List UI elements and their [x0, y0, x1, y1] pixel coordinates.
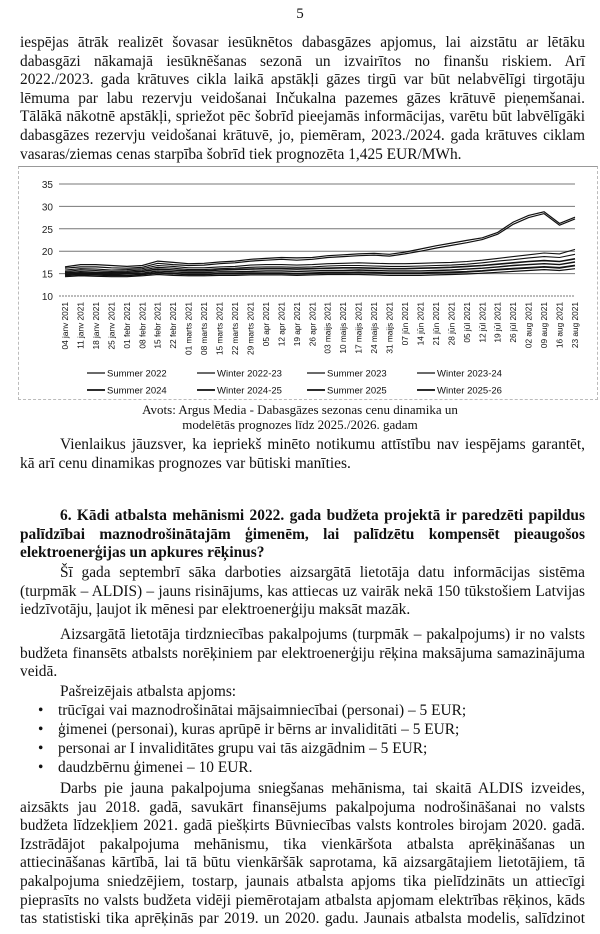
x-tick-label: 12 jūl 2021	[477, 302, 488, 343]
list-item	[58, 702, 578, 721]
text-line: veidā.	[20, 663, 58, 681]
text-line: Pašreizējais atbalsta apjoms:	[60, 683, 237, 700]
x-tick-label: 24 maijs 2021	[369, 302, 380, 354]
text-line: dabasgāzi nākamajā iesūknēšanas sezonā un izvairītos no finanšu riskiem. Arī	[20, 52, 585, 70]
y-tick-label: 10	[41, 292, 53, 303]
page-number: 5	[296, 6, 304, 22]
x-tick-label: 10 maijs 2021	[338, 302, 349, 354]
text-line: Aizsargātā lietotāja tirdzniecības pakalpojums (turpmāk – pakalpojums) ir no valsts	[60, 626, 585, 643]
series-line-winter-2022-23	[65, 214, 575, 269]
list-item-text: trūcīgai vai maznodrošinātai mājsaimniecībai (personai) – 5 EUR;	[58, 702, 467, 719]
x-tick-label: 14 jūn 2021	[415, 302, 426, 346]
text-line: pakalpojuma sniedzējiem, tostarp, jaunais atbalsta apjoms tika pielīdzināts un attiecīgi	[20, 872, 585, 890]
x-tick-label: 26 apr 2021	[307, 302, 318, 347]
x-tick-label: 18 janv 2021	[90, 302, 101, 350]
legend-label: Summer 2025	[327, 385, 387, 397]
text-line: budžeta līdzekļiem 2021. gadā piešķirts Būvniecības valsts kontroles birojam 2020. gadā.	[20, 817, 585, 835]
x-tick-label: 03 maijs 2021	[322, 302, 333, 354]
text-line: iespējas ātrāk realizēt šovasar iesūknētos dabasgāzes apjomus, lai aizstātu ar lētāku	[20, 34, 585, 51]
x-tick-label: 31 maijs 2021	[384, 302, 395, 354]
x-tick-label: 11 janv 2021	[75, 302, 86, 349]
bullet-icon: •	[38, 721, 44, 738]
heading-line: 6. Kādi atbalsta mehānismi 2022. gada budžeta projektā ir paredzēti papildus	[60, 507, 585, 524]
x-tick-label: 04 janv 2021	[60, 302, 70, 350]
legend-label: Summer 2023	[327, 368, 387, 380]
x-tick-label: 05 apr 2021	[260, 302, 271, 347]
text-line: kā arī cenu dinamikas prognozes var būtiski manīties.	[20, 454, 351, 472]
legend-label: Winter 2025-26	[437, 385, 502, 397]
x-tick-label: 23 aug 2021	[570, 302, 580, 349]
paragraph-service	[20, 626, 585, 682]
text-line: Izstrādājot pakalpojuma mehānismu, tika vienkāršota atbalsta aprēķināšanas un	[20, 835, 585, 853]
y-tick-label: 35	[41, 180, 53, 191]
x-tick-label: 12 apr 2021	[276, 302, 287, 347]
y-tick-label: 15	[41, 269, 53, 281]
heading-line: elektroenerģijas un apkures rēķinus?	[20, 544, 265, 562]
chart-caption-source: Avots: Argus Media - Dabasgāzes sezonas cenu dinamika un	[142, 402, 458, 417]
x-tick-label: 01 marts 2021	[183, 302, 194, 356]
heading-line: palīdzībai maznodrošinātajām ģimenēm, lai palīdzētu kompensēt pieaugošos	[20, 525, 585, 543]
x-tick-label: 17 maijs 2021	[353, 302, 364, 354]
legend-label: Winter 2024-25	[217, 385, 282, 397]
bullet-icon: •	[38, 759, 44, 776]
x-tick-label: 25 janv 2021	[106, 302, 117, 350]
x-tick-label: 26 jūl 2021	[508, 302, 519, 343]
text-line: Vienlaikus jāuzsver, ka iepriekš minēto notikumu attīstību nav iespējams garantēt,	[60, 436, 585, 453]
gas-price-chart	[19, 167, 597, 399]
x-tick-label: 22 marts 2021	[230, 302, 240, 356]
text-line: aizsākts jau 2018. gadā, savukārt finansējums pakalpojuma nodrošināšanai no valsts	[20, 798, 585, 816]
list-item-text: personai ar I invaliditātes grupu vai tās aizgādnim – 5 EUR;	[58, 740, 428, 757]
gas-price-chart-frame	[18, 166, 598, 400]
text-line: dabasgāzes rezervju veidošanai krātuvē, jo, piemēram, 2023./2024. gada krātuves ciklam	[20, 126, 585, 144]
text-line: tas statistiski tika aprēķinās par 2019. un 2020. gadu. Jaunais atbalsta modelis, salīdzinot	[20, 910, 585, 928]
x-tick-label: 28 jūn 2021	[446, 302, 457, 346]
paragraph-storage-cycle	[20, 34, 585, 164]
text-line: 2022./2023. gada krātuves cikla laikā apstākļi gāzes tirgū var būt nelabvēlīgi tirgotāju	[20, 71, 585, 89]
x-tick-label: 19 apr 2021	[291, 302, 302, 347]
paragraph-uncertainty	[20, 436, 585, 473]
x-tick-label: 09 aug 2021	[539, 302, 550, 349]
x-tick-label: 19 jūl 2021	[492, 302, 503, 343]
legend-label: Summer 2022	[107, 368, 167, 380]
x-tick-label: 29 marts 2021	[245, 302, 256, 356]
paragraph-aldis	[20, 564, 585, 620]
x-tick-label: 08 febr 2021	[137, 302, 148, 349]
paragraph-mechanism	[20, 780, 585, 929]
x-tick-label: 15 febr 2021	[152, 302, 163, 349]
text-line: vasaras/ziemas cenas starpība šobrīd tiek prognozēta 1,425 EUR/MWh.	[20, 145, 462, 163]
x-tick-label: 21 jūn 2021	[430, 302, 441, 346]
x-tick-label: 05 jūl 2021	[461, 302, 472, 343]
legend-label: Winter 2023-24	[437, 368, 502, 380]
list-item	[58, 759, 578, 778]
y-tick-label: 20	[41, 247, 53, 259]
x-tick-label: 16 aug 2021	[554, 302, 565, 349]
list-item	[58, 740, 578, 759]
y-tick-label: 30	[41, 202, 53, 214]
text-line: (turpmāk – ALDIS) – jauns risinājums, kas attiecas uz vairāk nekā 150 tūkstošiem Latvijas	[20, 582, 585, 600]
bullet-icon: •	[38, 702, 44, 719]
legend-label: Winter 2022-23	[217, 368, 282, 380]
x-tick-label: 08 marts 2021	[199, 302, 210, 356]
list-item-text: ģimenei (personai), kuras aprūpē ir bērns ar invaliditāti – 5 EUR;	[58, 721, 460, 738]
text-line: pieprasīts no valsts budžeta vidēji piemērotajam atbalsta apjomam elektrības rēķinos, kāds	[20, 891, 585, 909]
text-line: budžeta finansēts atbalsts norēķiniem par elektroenerģiju rēķina maksājuma samazinājuma	[20, 644, 585, 662]
chart-caption-subtitle: modelētās prognozes līdz 2025./2026. gadam	[182, 417, 418, 432]
legend-label: Summer 2024	[107, 385, 167, 397]
section-6-heading	[20, 507, 585, 563]
x-tick-label: 07 jūn 2021	[400, 302, 410, 346]
x-tick-label: 15 marts 2021	[214, 302, 225, 356]
bullet-icon: •	[38, 740, 44, 757]
y-tick-label: 25	[41, 224, 53, 236]
text-line: iedzīvotāju, ļaujot ik mēnesi par elektroenerģiju maksāt mazāk.	[20, 601, 411, 619]
text-line: Darbs pie jauna pakalpojuma sniegšanas mehānisma, tai skaitā ALDIS izveides,	[60, 780, 585, 797]
list-item-text: daudzbērnu ģimenei – 10 EUR.	[58, 759, 253, 776]
list-item	[58, 721, 578, 740]
x-tick-label: 02 aug 2021	[523, 302, 534, 349]
support-list-intro	[20, 683, 585, 702]
text-line: attiecināšanas kārtībā, lai tā būtu vienkāršāk saprotama, kā aizsargātajiem lietotājiem, tā	[20, 854, 585, 872]
text-line: Tālākā nākotnē apstākļi, spriežot pēc šobrīd pieejamās informācijas, varētu būt labvēlīgāki	[20, 108, 585, 126]
text-line: Šī gada septembrī sāka darboties aizsargātā lietotāja datu informācijas sistēma	[60, 564, 585, 581]
text-line: lēmuma par labu rezervju veidošanai Inčukalna pazemes gāzes krātuvē pieņemšanai.	[20, 89, 585, 107]
x-tick-label: 01 febr 2021	[121, 302, 132, 349]
x-tick-label: 22 febr 2021	[168, 302, 179, 349]
